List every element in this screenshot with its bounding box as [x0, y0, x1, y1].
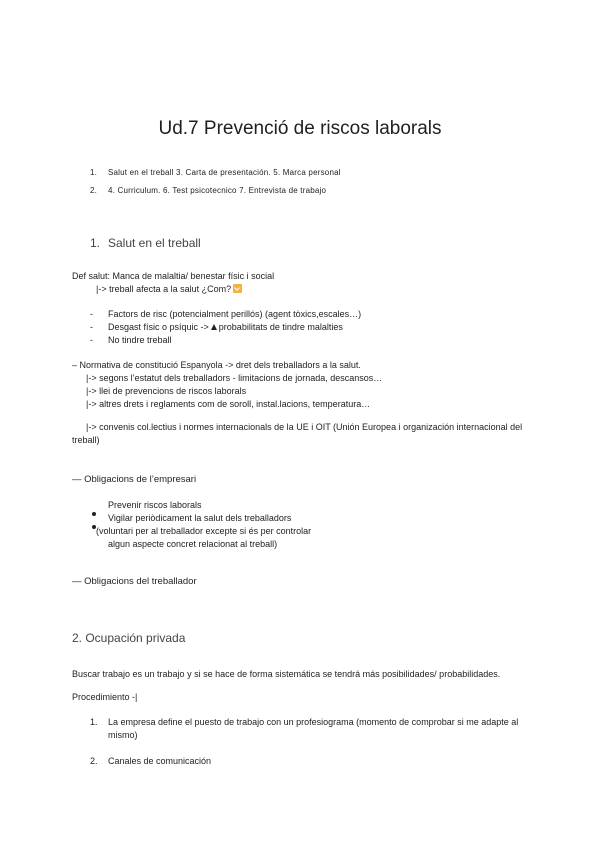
empresari-item-1: Prevenir riscos laborals — [108, 500, 202, 510]
section2-intro: Buscar trabajo es un trabajo y si se hace de forma sistemática se tendrá más posibilidades/ probabilidades. — [72, 669, 501, 679]
step-1-text-b: mismo) — [108, 730, 138, 740]
section1-heading: Salut en el treball — [108, 236, 201, 250]
step-number-2: 2. — [90, 756, 98, 766]
toc-item-1: Salut en el treball 3. Carta de presentación. 5. Marca personal — [108, 168, 341, 177]
dash-item-1: Factors de risc (potencialment perillós) (agent tòxics,escales…) — [108, 309, 362, 319]
empresari-item-2: Vigilar periòdicament la salut dels treballadors — [108, 513, 292, 523]
dash-marker-1: - — [90, 309, 93, 319]
normativa-sub-3: |-> altres drets i reglaments com de soroll, instal.lacions, temperatura… — [86, 399, 371, 409]
page-title: Ud.7 Prevenció de riscos laborals — [158, 118, 442, 139]
step-1-text-a: La empresa define el puesto de trabajo con un profesiograma (momento de comprobar si me adapte al — [108, 717, 519, 727]
toc-number-1: 1. — [90, 168, 98, 177]
dash-item-2 — [108, 322, 343, 332]
section1-number: 1. — [90, 236, 101, 250]
up-arrow-icon — [211, 324, 217, 330]
definition-line: Def salut: Manca de malaltia/ benestar físic i social — [72, 271, 275, 281]
dash-marker-3: - — [90, 335, 93, 345]
toc-number-2: 2. — [90, 186, 98, 195]
toc-item-2: 4. Curriculum. 6. Test psicotecnico 7. Entrevista de trabajo — [108, 186, 327, 195]
procedimiento-label: Procedimiento -| — [72, 692, 138, 702]
dash-item-3: No tindre treball — [108, 335, 172, 345]
convenis-line-a: |-> convenis col.lectius i normes internacionals de la UE i OIT (Unión Europea i organización internacional del — [86, 422, 523, 432]
definition-subline — [96, 284, 242, 294]
step-number-1: 1. — [90, 717, 98, 727]
dash-item-2-text-b: probabilitats de tindre malalties — [218, 322, 343, 332]
empresari-note-a: (voluntari per al treballador excepte si és per controlar — [96, 526, 312, 536]
definition-subline-text: |-> treball afecta a la salut ¿Com? — [96, 284, 232, 294]
normativa-line: – Normativa de constitució Espanyola -> dret dels treballadors a la salut. — [72, 360, 361, 370]
convenis-line-b: treball) — [72, 435, 100, 445]
down-arrow-emoji-icon — [233, 284, 242, 293]
step-2-text-a: Canales de comunicación — [108, 756, 212, 766]
normativa-sub-2: |-> llei de prevencions de riscos laborals — [86, 386, 247, 396]
normativa-sub-1: |-> segons l’estatut dels treballadors - limitacions de jornada, descansos… — [86, 373, 383, 383]
empresari-note-b: algun aspecte concret relacionat al treball) — [108, 539, 278, 549]
treballador-heading: — Obligacions del treballador — [72, 576, 197, 587]
section2-heading: 2. Ocupación privada — [72, 631, 186, 645]
dash-marker-2: - — [90, 322, 93, 332]
empresari-heading: — Obligacions de l’empresari — [72, 474, 197, 485]
dash-item-2-text-a: Desgast físic o psíquic -> — [108, 322, 209, 332]
